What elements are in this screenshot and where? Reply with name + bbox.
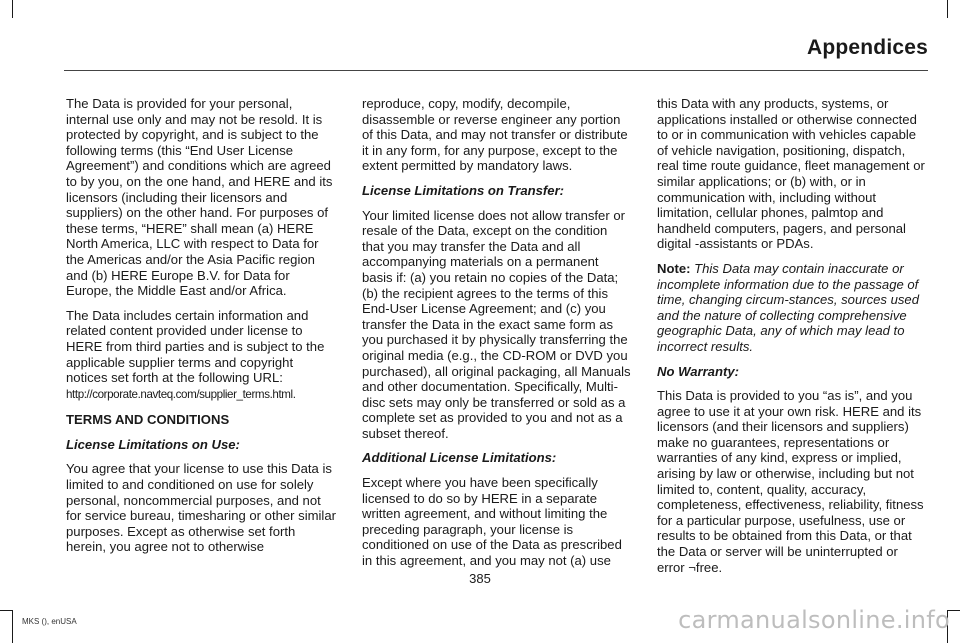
paragraph: Except where you have been specifically licensed to do so by HERE in a separate written agreement, and without limiting the preceding paragraph, your license is conditioned on use of the Data as prescribed in this agreement, and you may not (a) use [362,475,622,569]
column-1 [66,96,336,564]
crop-mark-top-right [947,0,948,18]
note [657,261,927,355]
note-label: Note: [657,260,691,276]
paragraph: this Data with any products, systems, or applications installed or otherwise connected to or in communication with vehicles capable of vehicle navigation, positioning, dispatch, real time route guidance, fleet management or similar applications; or (b) with, or in communication with, including without limitation, cellular phones, palmtop and handheld computers, pagers, and personal digital -assistants or PDAs. [657,96,925,252]
page-number: 385 [469,571,491,586]
note-text: This Data may contain inaccurate or incomplete information due to the passage of time, changing circum-stances, sources used and the nature of collecting comprehensive geographic Data, any of which may lead to incorrect results. [657,260,919,354]
paragraph-text: The Data includes certain information and related content provided under license to HERE from third parties and is subject to the applicable supplier terms and copyright notices set forth at the following URL: [66,307,325,386]
paragraph: You agree that your license to use this Data is limited to and conditioned on use for solely personal, noncommercial purposes, and not for service bureau, timesharing or other similar purposes. Except as otherwise set forth herein, you agree not to otherwise [66,461,336,555]
subsection-heading: License Limitations on Transfer: [362,182,565,198]
paragraph [66,308,336,403]
crop-mark-top-left [12,0,13,18]
document-id: MKS (), enUSA [22,617,77,626]
paragraph: This Data is provided to you “as is”, and you agree to use it at your own risk. HERE and its licensors (and their licensors and suppliers) make no guarantees, representations or warranties of any kind, express or implied, arising by law or otherwise, including but not limited to, content, quality, accuracy, completeness, effectiveness, reliability, fitness for a particular purpose, usefulness, use or results to be obtained from this Data, or that the Data or server will be uninterrupted or error ¬free. [657,388,924,575]
column-3 [657,96,927,584]
header-rule [64,70,928,71]
column-2 [362,96,632,578]
crop-mark-bottom-left [12,610,13,643]
section-heading: TERMS AND CONDITIONS [66,412,230,428]
subsection-heading: No Warranty: [657,363,739,379]
subsection-heading: Additional License Limitations: [362,450,557,466]
paragraph: reproduce, copy, modify, decompile, disassemble or reverse engineer any portion of this Data, and may not transfer or distribute it in any form, for any purpose, except to the extent permitted by mandatory laws. [362,96,628,174]
page-title: Appendices [806,36,928,59]
subsection-heading: License Limitations on Use: [66,436,240,452]
supplier-terms-url: http://corporate.navteq.com/supplier_terms.html. [66,387,296,401]
paragraph: Your limited license does not allow transfer or resale of the Data, except on the condition that you may transfer the Data and all accompanying materials on a permanent basis if: (a) you retain no copies of the Data; (b) the recipient agrees to the terms of this End-User License Agreement; and (c) you transfer the Data in the exact same form as you purchased it by physically transferring the original media (e.g., the CD-ROM or DVD you purchased), all original packaging, all Manuals and other documentation. Specifically, Multi-disc sets may only be transferred or sold as a complete set as provided to you and not as a subset thereof. [362,207,631,441]
crop-mark-bottom-left-h [0,610,12,611]
watermark: carmanualsonline.info [678,606,950,634]
paragraph: The Data is provided for your personal, internal use only and may not be resold. It is protected by copyright, and is subject to the following terms (this “End User License Agreement”) and conditions which are agreed to by you, on the one hand, and HERE and its licensors (including their licensors and suppliers) on the other hand. For purposes of these terms, “HERE” shall mean (a) HERE North America, LLC with respect to Data for the Americas and/or the Asia Pacific region and (b) HERE Europe B.V. for Data for Europe, the Middle East and/or Africa. [66,96,333,299]
